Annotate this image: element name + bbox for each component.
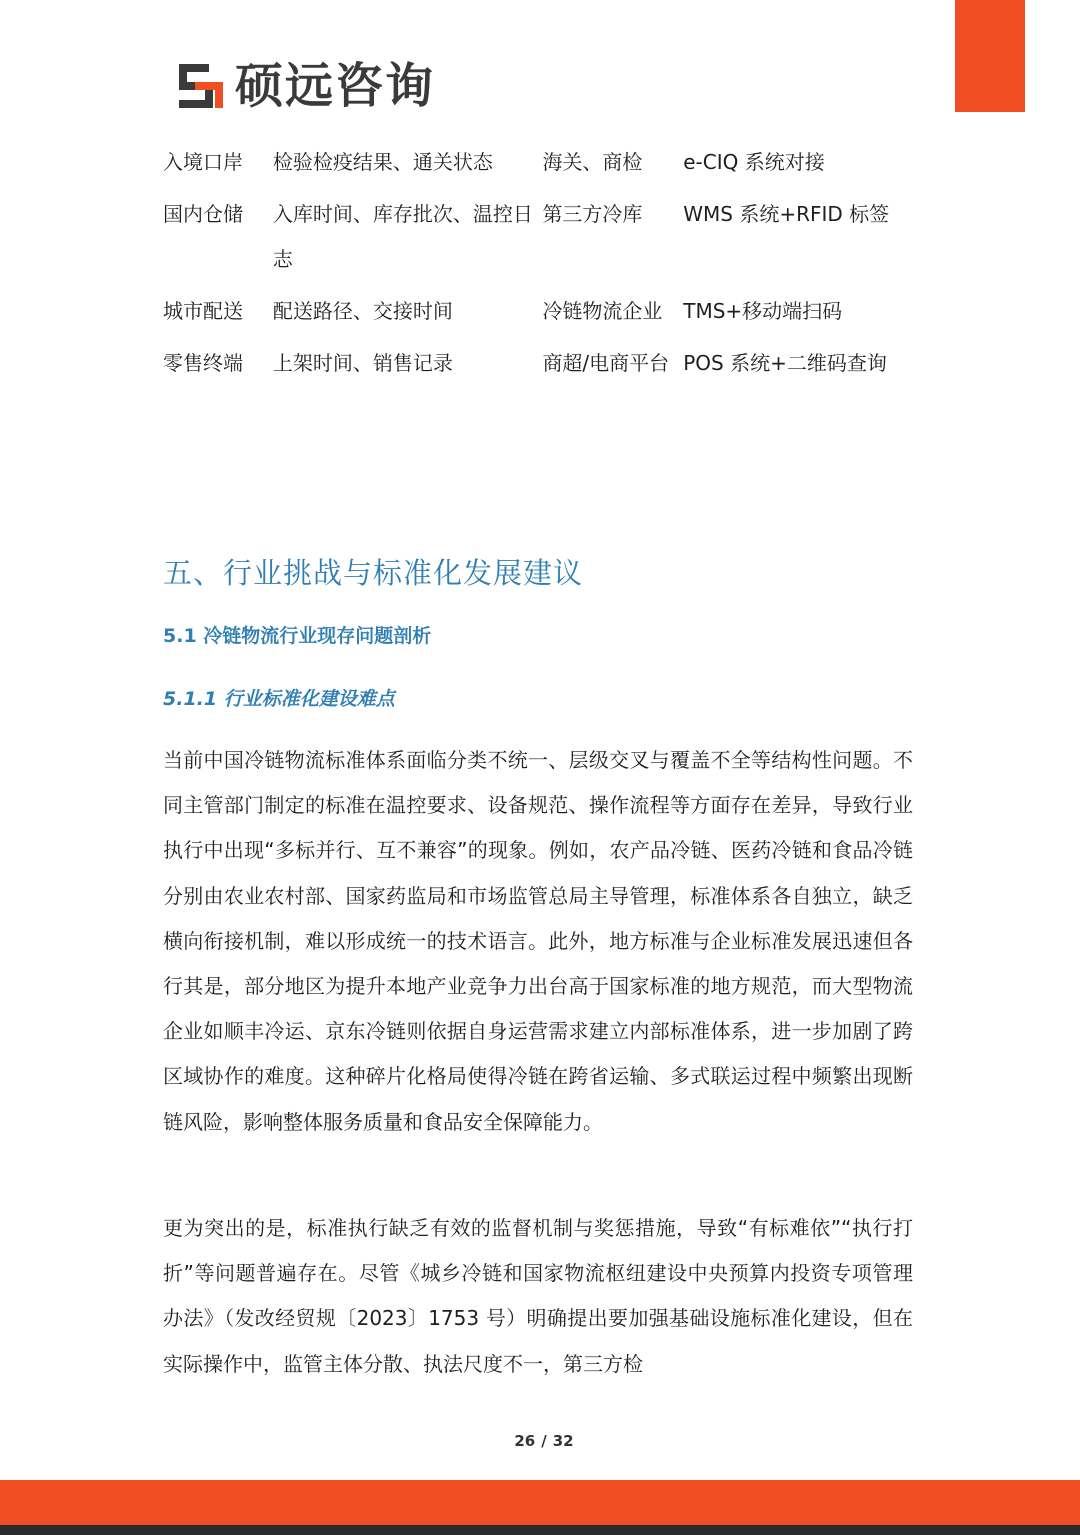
paragraph-2: 更为突出的是，标准执行缺乏有效的监督机制与奖惩措施，导致“有标难依”“执行打折”等问题普遍存在。尽管《城乡冷链和国家物流枢纽建设中央预算内投资专项管理办法》（发改经贸规〔2023〕1753 号）明确提出要加强基础设施标准化建设，但在实际操作中，监管主体分散、执法尺度不一，第三方检 bbox=[163, 1216, 913, 1376]
traceability-table bbox=[163, 140, 923, 393]
table-cell-data: 上架时间、销售记录 bbox=[272, 351, 453, 375]
top-accent-block bbox=[955, 0, 1025, 112]
table-cell-subject: 海关、商检 bbox=[542, 150, 643, 174]
table-cell-subject: 商超/电商平台 bbox=[542, 351, 670, 375]
brand-name: 硕远咨询 bbox=[235, 58, 436, 114]
table-cell-tech: POS 系统+二维码查询 bbox=[683, 351, 887, 375]
paragraph-1: 当前中国冷链物流标准体系面临分类不统一、层级交叉与覆盖不全等结构性问题。不同主管部门制定的标准在温控要求、设备规范、操作流程等方面存在差异，导致行业执行中出现“多标并行、互不兼容”的现象。例如，农产品冷链、医药冷链和食品冷链分别由农业农村部、国家药监局和市场监管总局主导管理，标准体系各自独立，缺乏横向衔接机制，难以形成统一的技术语言。此外，地方标准与企业标准发展迅速但各行其是，部分地区为提升本地产业竞争力出台高于国家标准的地方规范，而大型物流企业如顺丰冷运、京东冷链则依据自身运营需求建立内部标准体系，进一步加剧了跨区域协作的难度。这种碎片化格局使得冷链在跨省运输、多式联运过程中频繁出现断链风险，影响整体服务质量和食品安全保障能力。 bbox=[163, 748, 913, 1134]
page-current: 26 bbox=[514, 1432, 536, 1450]
table-cell-tech: e-CIQ 系统对接 bbox=[683, 150, 825, 174]
table-cell-data: 配送路径、交接时间 bbox=[272, 299, 453, 323]
table-cell-subject: 第三方冷库 bbox=[542, 202, 643, 226]
table-cell-stage: 零售终端 bbox=[163, 351, 243, 375]
section-title: 五、行业挑战与标准化发展建议 bbox=[163, 556, 584, 590]
brand-logo bbox=[175, 58, 435, 114]
table-row bbox=[163, 192, 923, 289]
footer-dark-band bbox=[0, 1525, 1080, 1535]
table-cell-subject: 冷链物流企业 bbox=[542, 299, 663, 323]
table-cell-tech: WMS 系统+RFID 标签 bbox=[683, 202, 890, 226]
footer-accent-band bbox=[0, 1480, 1080, 1525]
table-row bbox=[163, 140, 923, 192]
page-separator: / bbox=[541, 1432, 547, 1450]
table-cell-data: 入库时间、库存批次、温控日志 bbox=[272, 202, 533, 271]
subsubsection-title: 5.1.1 行业标准化建设难点 bbox=[163, 688, 395, 710]
logo-s-mark-icon bbox=[175, 60, 227, 112]
table-row bbox=[163, 341, 923, 393]
table-cell-stage: 入境口岸 bbox=[163, 150, 243, 174]
page-total: 32 bbox=[552, 1432, 574, 1450]
table-cell-stage: 国内仓储 bbox=[163, 202, 243, 226]
table-row bbox=[163, 289, 923, 341]
table-cell-data: 检验检疫结果、通关状态 bbox=[272, 150, 493, 174]
table-cell-stage: 城市配送 bbox=[163, 299, 243, 323]
subsection-title: 5.1 冷链物流行业现存问题剖析 bbox=[163, 625, 432, 647]
page-number bbox=[0, 1432, 1080, 1450]
table-cell-tech: TMS+移动端扫码 bbox=[683, 299, 843, 323]
